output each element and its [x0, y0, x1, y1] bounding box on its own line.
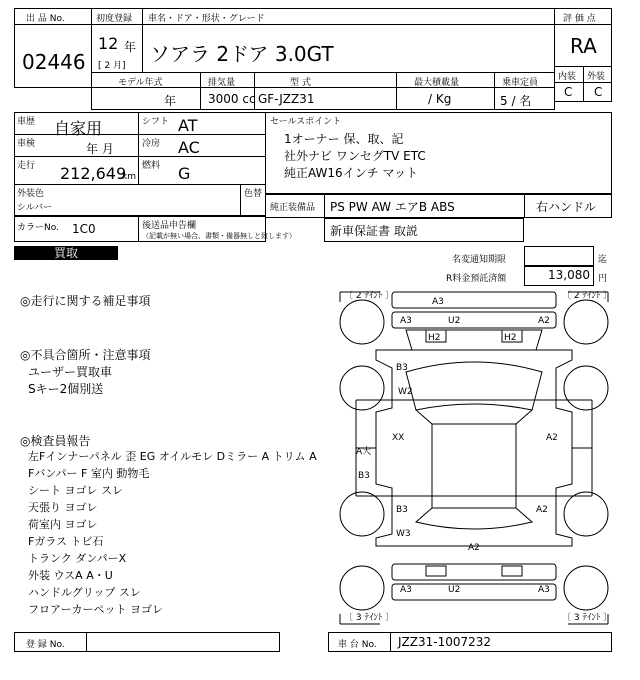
purchase-badge: 買取 — [14, 246, 118, 260]
aftermarket-note: （記載が無い場合、書類・備器無しと致します） — [142, 232, 296, 240]
name-change-unit: 迄 — [598, 255, 608, 265]
model-year-label: モデル年式 — [118, 78, 163, 88]
shift-value: AT — [178, 116, 198, 135]
damage-mark: A2 — [538, 316, 550, 326]
shift-label: シフト — [142, 117, 170, 127]
max-load-label: 最大積載量 — [414, 78, 460, 88]
diagram-tag: 〔 3 ﾃｲﾝﾄ 〕 — [562, 613, 612, 623]
inspector-line: 天張り ヨゴレ — [28, 501, 98, 514]
color-change-label: 色替 — [244, 189, 263, 199]
interior-grade: C — [564, 85, 573, 99]
max-load: / Kg — [428, 92, 452, 106]
interior-label: 内装 — [558, 72, 577, 82]
diagram-tag: 〔 2 ﾃｲﾝﾄ 〕 — [344, 291, 395, 301]
damage-mark: H2 — [428, 333, 441, 343]
inspector-line: 荷室内 ヨゴレ — [28, 518, 98, 531]
exterior-label: 外装 — [587, 72, 606, 82]
car-label: 車名・ドア・形状・グレード — [148, 14, 265, 24]
ext-color-label: 外装色 — [17, 189, 45, 199]
damage-mark: A2 — [468, 543, 480, 553]
steering-value: 右ハンドル — [536, 200, 597, 214]
model-year-unit: 年 — [164, 94, 177, 108]
fuel-value: G — [178, 164, 191, 183]
damage-mark: U2 — [448, 316, 461, 326]
damage-mark: U2 — [448, 585, 461, 595]
inspector-line: シート ヨゴレ スレ — [28, 484, 123, 497]
chassis-label: 車 台 No. — [338, 640, 377, 650]
ac-value: AC — [178, 138, 200, 157]
registration-label: 登 録 No. — [26, 640, 65, 650]
displacement: 3000 cc — [208, 92, 256, 106]
type-label: 型 式 — [290, 78, 311, 88]
first-reg-year: 12 — [98, 34, 119, 53]
sales-points-label: セールスポイント — [270, 117, 342, 127]
warranty-value: 新車保証書 取説 — [330, 224, 418, 238]
car-damage-diagram — [336, 288, 612, 628]
lot-number: 02446 — [22, 50, 86, 74]
capacity: 5 / 名 — [500, 94, 532, 108]
damage-mark: A3 — [400, 316, 412, 326]
fuel-label: 燃料 — [142, 161, 161, 171]
mileage-unit: km — [122, 172, 136, 182]
defect-line: ユーザー買取車 — [28, 365, 113, 379]
damage-mark: XX — [392, 433, 405, 443]
sales-point-line: 社外ナビ ワンセグTV ETC — [284, 149, 426, 163]
damage-mark: A3 — [400, 585, 412, 595]
aftermarket-label: 後送品申告欄 — [142, 221, 197, 231]
damage-mark: A2 — [546, 433, 558, 443]
sales-point-line: 1オーナー 保、取、記 — [284, 132, 404, 146]
ext-color-value: シルバー — [17, 203, 53, 213]
recycle-value: 13,080 — [548, 268, 590, 282]
damage-mark: A3 — [538, 585, 550, 595]
car-name: ソアラ 2ドア 3.0GT — [150, 42, 334, 66]
type-value: GF-JZZ31 — [258, 92, 315, 106]
driving-heading: ◎走行に関する補足事項 — [20, 294, 151, 308]
history-label: 車歴 — [17, 117, 36, 127]
mileage-value: 212,649 — [60, 164, 127, 183]
damage-mark: W2 — [398, 387, 413, 397]
recycle-unit: 円 — [598, 274, 608, 284]
first-reg-month: [ 2 月] — [98, 61, 126, 71]
inspector-line: トランク ダンパーX — [28, 552, 127, 565]
inspection-label: 車検 — [17, 139, 36, 149]
damage-mark: B3 — [396, 505, 408, 515]
recycle-label: R料金預託済額 — [446, 274, 507, 284]
displacement-label: 排気量 — [208, 78, 236, 88]
capacity-label: 乗車定員 — [502, 78, 539, 88]
name-change-box — [524, 246, 594, 266]
equipment-label: 純正装備品 — [270, 203, 316, 213]
ac-label: 冷房 — [142, 139, 161, 149]
rating-label: 評 価 点 — [563, 14, 596, 24]
damage-mark: A3 — [432, 297, 444, 307]
diagram-tag: 〔 3 ﾃｲﾝﾄ 〕 — [344, 613, 395, 623]
mileage-label: 走行 — [17, 161, 36, 171]
damage-mark: W3 — [396, 529, 411, 539]
inspector-line: 左Fインナーパネル 歪 EG オイルモレ Dミラー A トリム A — [28, 450, 317, 463]
color-no-label: カラーNo. — [17, 223, 59, 233]
inspector-heading: ◎検査員報告 — [20, 434, 91, 448]
exterior-grade: C — [594, 85, 603, 99]
history-value: 自家用 — [54, 119, 103, 138]
equipment-value: PS PW AW エアB ABS — [330, 200, 455, 214]
damage-mark: A2 — [536, 505, 548, 515]
damage-mark: H2 — [504, 333, 517, 343]
inspector-line: ハンドルグリップ スレ — [28, 586, 141, 599]
inspector-line: フロアーカーペット ヨゴレ — [28, 603, 163, 616]
inspector-line: Fガラス トビ石 — [28, 535, 104, 548]
defects-heading: ◎不具合箇所・注意事項 — [20, 348, 151, 362]
damage-mark: B3 — [358, 471, 370, 481]
diagram-tag: 〔 2 ﾃｲﾝﾄ 〕 — [562, 291, 612, 301]
damage-mark: A大 — [356, 447, 372, 457]
color-no-value: 1C0 — [72, 222, 96, 236]
inspector-line: Fバンパー F 室内 動物毛 — [28, 467, 150, 480]
lot-label: 出 品 No. — [26, 14, 65, 24]
defect-line: Sキー2個別送 — [28, 382, 104, 396]
inspector-line: 外装 ウスA A・U — [28, 569, 113, 582]
inspection-value: 年 月 — [86, 142, 114, 156]
first-reg-label: 初度登録 — [96, 14, 133, 24]
name-change-label: 名変通知期限 — [452, 255, 507, 265]
sales-point-line: 純正AW16インチ マット — [284, 166, 419, 180]
chassis-value: JZZ31-1007232 — [398, 635, 492, 649]
damage-mark: B3 — [396, 363, 408, 373]
rating-value: RA — [570, 34, 597, 58]
first-reg-year-unit: 年 — [124, 40, 137, 54]
